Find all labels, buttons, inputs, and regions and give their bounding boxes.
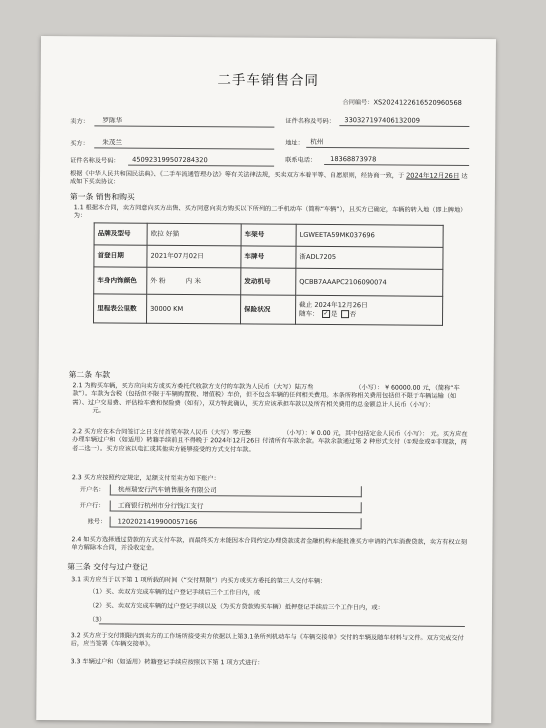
clause-3-1-3-line: [99, 615, 465, 627]
buyer-addr-label: 地址：: [285, 139, 304, 147]
contract-no-label: 合同编号：: [342, 99, 374, 107]
checkbox-no-icon: [341, 310, 349, 318]
clause-3-1-1: （1）买、卖双方完成车辆的过户登记手续后三个工作日内，或: [89, 588, 261, 597]
bank-label: 开户行：: [79, 502, 105, 510]
acct-no: 1202021419900057166: [117, 517, 198, 527]
seller-label: 卖方：: [70, 118, 89, 126]
document-title: 二手车销售合同: [217, 72, 319, 89]
exterior-color: 外 粉: [150, 276, 166, 285]
bank-name: 工商银行杭州市分行钱江支行: [117, 501, 204, 511]
buyer-phone: 18368873978: [330, 155, 377, 164]
clause-2-2-small: （小写）：¥ 0.00: [283, 429, 331, 438]
insurance-follow: [299, 310, 439, 320]
clause-2-1-end: 元。: [92, 407, 105, 415]
clause-3-3: 3.3 车辆过户和（如适用）转籍登记手续应按照以下第 1 项方式进行：: [70, 658, 264, 667]
acct-holder-label: 开户名：: [79, 486, 105, 494]
clause-3-1-2: （2）买、卖双方完成车辆的过户登记手续以及（为买方贷款购买车辆）抵押登记手续后三个工作日内，或：: [88, 602, 384, 612]
contract-no-value: XS2024122616520960568: [373, 98, 462, 107]
vin-value: LGWEETA59MK037696: [296, 224, 443, 247]
buyer-addr-field: [306, 138, 469, 149]
insurance-label: 保险状况: [240, 295, 295, 324]
insurance-value: [295, 295, 442, 325]
contract-paper: [36, 36, 496, 723]
contract-no-row: [343, 98, 462, 108]
intro-date: 2024年12月26日: [406, 171, 460, 180]
brand-value: 欧拉 好猫: [147, 223, 241, 246]
vin-label: 车架号: [241, 224, 296, 246]
acct-holder: 杭州瑞安行汽车销售服务有限公司: [117, 485, 217, 495]
clause-3-1: 3.1 卖方应当于以下第 1 项所载的时间（“交付期限”）内买方或买方委托的第三人交付车辆：: [71, 576, 327, 586]
mileage-value: 30000 KM: [146, 294, 240, 324]
reg-date-label: 首登日期: [94, 245, 147, 267]
insurance-until: 截止 2024年12月26日: [299, 300, 368, 310]
buyer-phone-label: 联系电话：: [285, 156, 317, 164]
section1-heading: 第一条 销售和购买: [69, 192, 135, 202]
intro-paragraph: [70, 169, 470, 190]
buyer-id-label: 证件名称及号码：: [70, 157, 120, 165]
engine-value: QCBB7AAAPC2106090074: [296, 268, 443, 296]
clause-2-1: [72, 382, 468, 418]
clause-2-4: 2.4 如买方选择通过贷款的方式支付车款，而最终买方未能因本合同约定办理贷款或者金融机构未能批准买方申请的汽车消费贷款，卖方有权立刻单方解除本合同，并没收定金。: [71, 536, 467, 553]
section3-heading: 第三条 交付与过户登记: [67, 562, 148, 572]
mileage-label: 里程表公里数: [93, 294, 146, 323]
clause-3-2: 3.2 买方应于交付期限内到卖方的工作场所接受卖方依据以上第3.1条所列机动车与《车辆交接单》交付的车辆及随车材料与文件。双方完成交付后，应当签署《车辆交接单》。: [70, 632, 464, 649]
reg-date-value: 2021年07月02日: [147, 245, 241, 268]
seller-id: 330327197406132009: [344, 116, 420, 125]
clause-3-1-3: （3）: [88, 616, 106, 624]
section2-heading: 第二条 车款: [68, 370, 111, 380]
insurance-follow-label: 随车：: [298, 309, 319, 318]
intro-tail: 达成如下买卖协议：: [69, 172, 468, 186]
buyer-id: 450923199507284320: [132, 155, 208, 165]
buyer-name: 朱茂兰: [102, 138, 123, 147]
clause-2-3: 2.3 买方应按照约定规定，足额支付至卖方如下账户：: [71, 474, 220, 483]
plate-value: 浙ADL7205: [296, 246, 443, 269]
checkbox-yes-icon: ✓: [323, 309, 329, 318]
clause-2-1-unit: （小写）：: [355, 384, 384, 392]
clause-2-2-body: 元，其中包括定金人民币（小写）： 元。买方应在办理车辆过户和（如适用）转籍手续前且不得晚于 2024年12月26日 付清所有车款余款。车款余款通过第 2 种形式支付（①现金或②非现款，两者二选一）。买方应该以电汇或其他卖方能够接受的方式支付车款。: [72, 430, 468, 454]
color-value: [147, 267, 241, 295]
section1-clause: 1.1 根据本合同，卖方同意向买方出售、买方同意向卖方购买以下所列的二手机动车（简称“车辆”），且买方已确定，车辆的转入地（即上牌地）为：: [73, 204, 467, 220]
insurance-yes-label: 是: [330, 310, 338, 319]
engine-label: 发动机号: [241, 268, 296, 295]
buyer-label: 买方：: [70, 140, 89, 148]
clause-2-2-text: 2.2 买方应在本合同签订之日支付首笔车款人民币（大写）零元整: [72, 428, 252, 437]
clause-2-1-text: 2.1 为购买车辆，买方应向卖方或买方委托代收款方支付的车款为人民币（大写）陆万叁: [72, 382, 314, 391]
clause-2-1-body: ¥ 60000.00 元，（简称“车款”）。车款为含税（包括但不限于车辆购置税、增值税）车价，但不包含车辆的任何相关费用。本条所称相关费用包括但不限于车辆运输（如需）、过户交易费、评估检车费和保险费（如有），双方特此确认，买方应该承担车款以及所有相关费用的总金额总计人民币（小写）：: [72, 384, 460, 409]
insurance-no-label: 否: [349, 310, 357, 319]
clause-2-2: [72, 428, 468, 456]
acct-no-label: 账号：: [87, 518, 107, 526]
interior-color: 内 米: [185, 276, 202, 285]
color-label: 车身内饰颜色: [94, 267, 147, 294]
seller-name: 罗陈华: [102, 116, 123, 125]
vehicle-info-table: [93, 222, 444, 325]
intro-text: 根据《中华人民共和国民法典》、《二手车流通管理办法》等有关法律法规，买卖双方本着平等、自愿原则，经协商一致，于: [70, 170, 405, 180]
plate-label: 车牌号: [241, 246, 296, 268]
buyer-addr: 杭州: [310, 137, 324, 146]
seller-id-label: 证件名称及号码：: [285, 117, 335, 126]
brand-label: 品牌及型号: [94, 223, 147, 245]
